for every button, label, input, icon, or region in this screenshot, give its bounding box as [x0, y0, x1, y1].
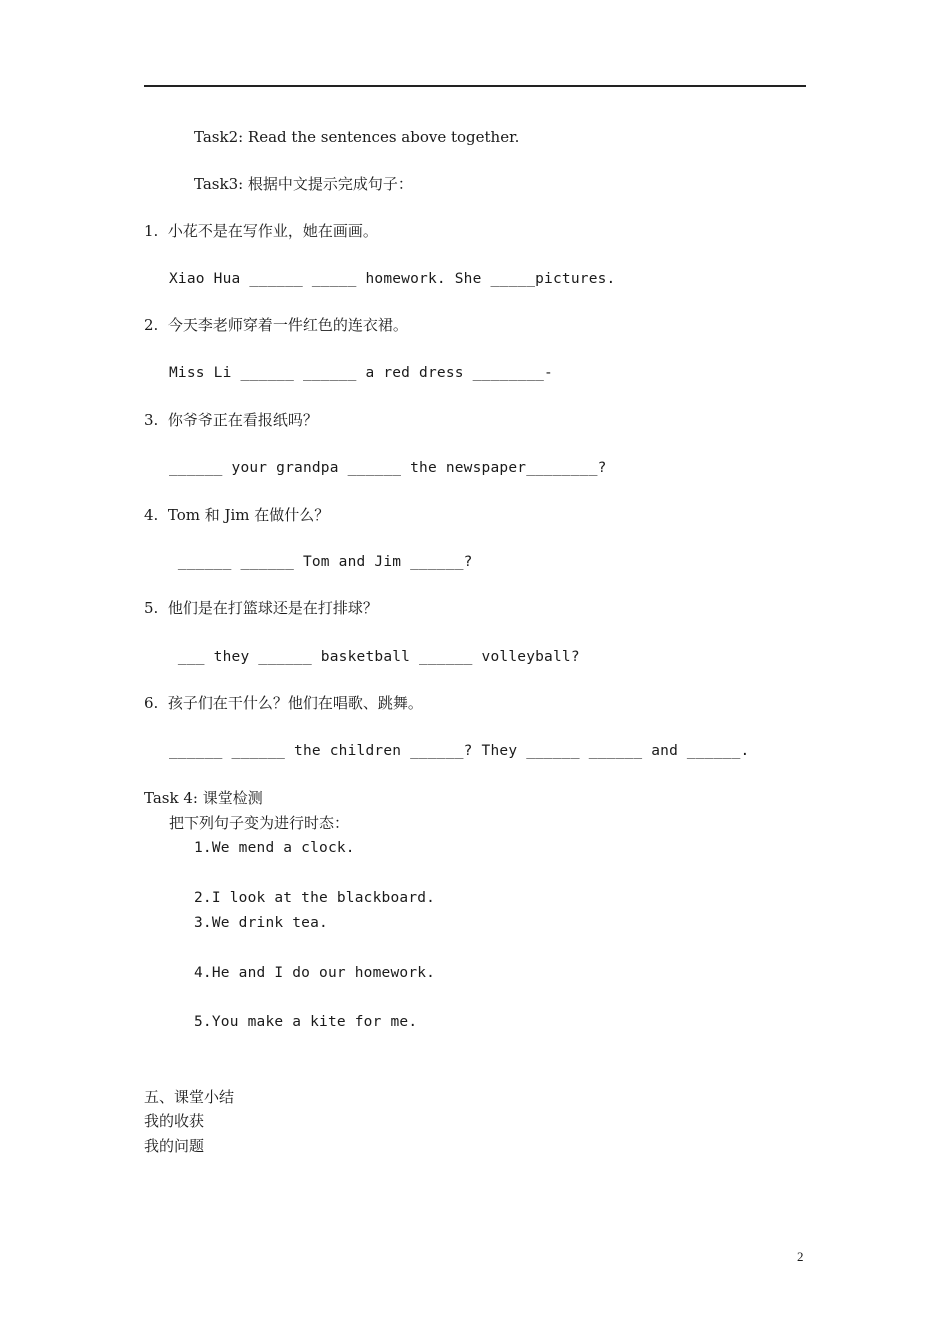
item-5-chinese: 5. 他们是在打篮球还是在打排球？ — [144, 599, 378, 617]
item-1-chinese: 1. 小花不是在写作业，她在画画。 — [144, 222, 378, 240]
item-5-english: ___ they ______ basketball ______ volleyball? — [169, 649, 580, 665]
header-rule — [144, 85, 806, 87]
task4-sentence-3: 3.We drink tea. — [194, 915, 328, 931]
item-6-english: ______ ______ the children ______? They ______ ______ and ______. — [169, 743, 750, 759]
task3-heading: Task3: 根据中文提示完成句子： — [194, 175, 413, 193]
item-2-english: Miss Li ______ ______ a red dress ________- — [169, 365, 553, 381]
summary-gain: 我的收获 — [144, 1112, 205, 1130]
item-2-chinese: 2. 今天李老师穿着一件红色的连衣裙。 — [144, 316, 408, 334]
task4-heading: Task 4: 课堂检测 — [144, 789, 263, 807]
task4-sentence-1: 1.We mend a clock. — [194, 840, 355, 856]
item-4-english: ______ ______ Tom and Jim ______? — [169, 554, 473, 570]
task4-sentence-5: 5.You make a kite for me. — [194, 1014, 418, 1030]
task4-sentence-2: 2.I look at the blackboard. — [194, 890, 436, 906]
item-1-english: Xiao Hua ______ _____ homework. She _____pictures. — [169, 271, 616, 287]
summary-heading: 五、课堂小结 — [144, 1088, 235, 1106]
item-3-chinese: 3. 你爷爷正在看报纸吗？ — [144, 411, 318, 429]
summary-question: 我的问题 — [144, 1137, 205, 1155]
task4-instruction: 把下列句子变为进行时态： — [169, 814, 350, 832]
page-number: 2 — [797, 1249, 804, 1264]
item-3-english: ______ your grandpa ______ the newspaper________? — [169, 460, 607, 476]
item-4-chinese: 4. Tom 和 Jim 在做什么？ — [144, 506, 330, 524]
item-6-chinese: 6. 孩子们在干什么？他们在唱歌、跳舞。 — [144, 694, 423, 712]
task4-sentence-4: 4.He and I do our homework. — [194, 965, 436, 981]
task2-line: Task2: Read the sentences above together. — [194, 128, 520, 146]
